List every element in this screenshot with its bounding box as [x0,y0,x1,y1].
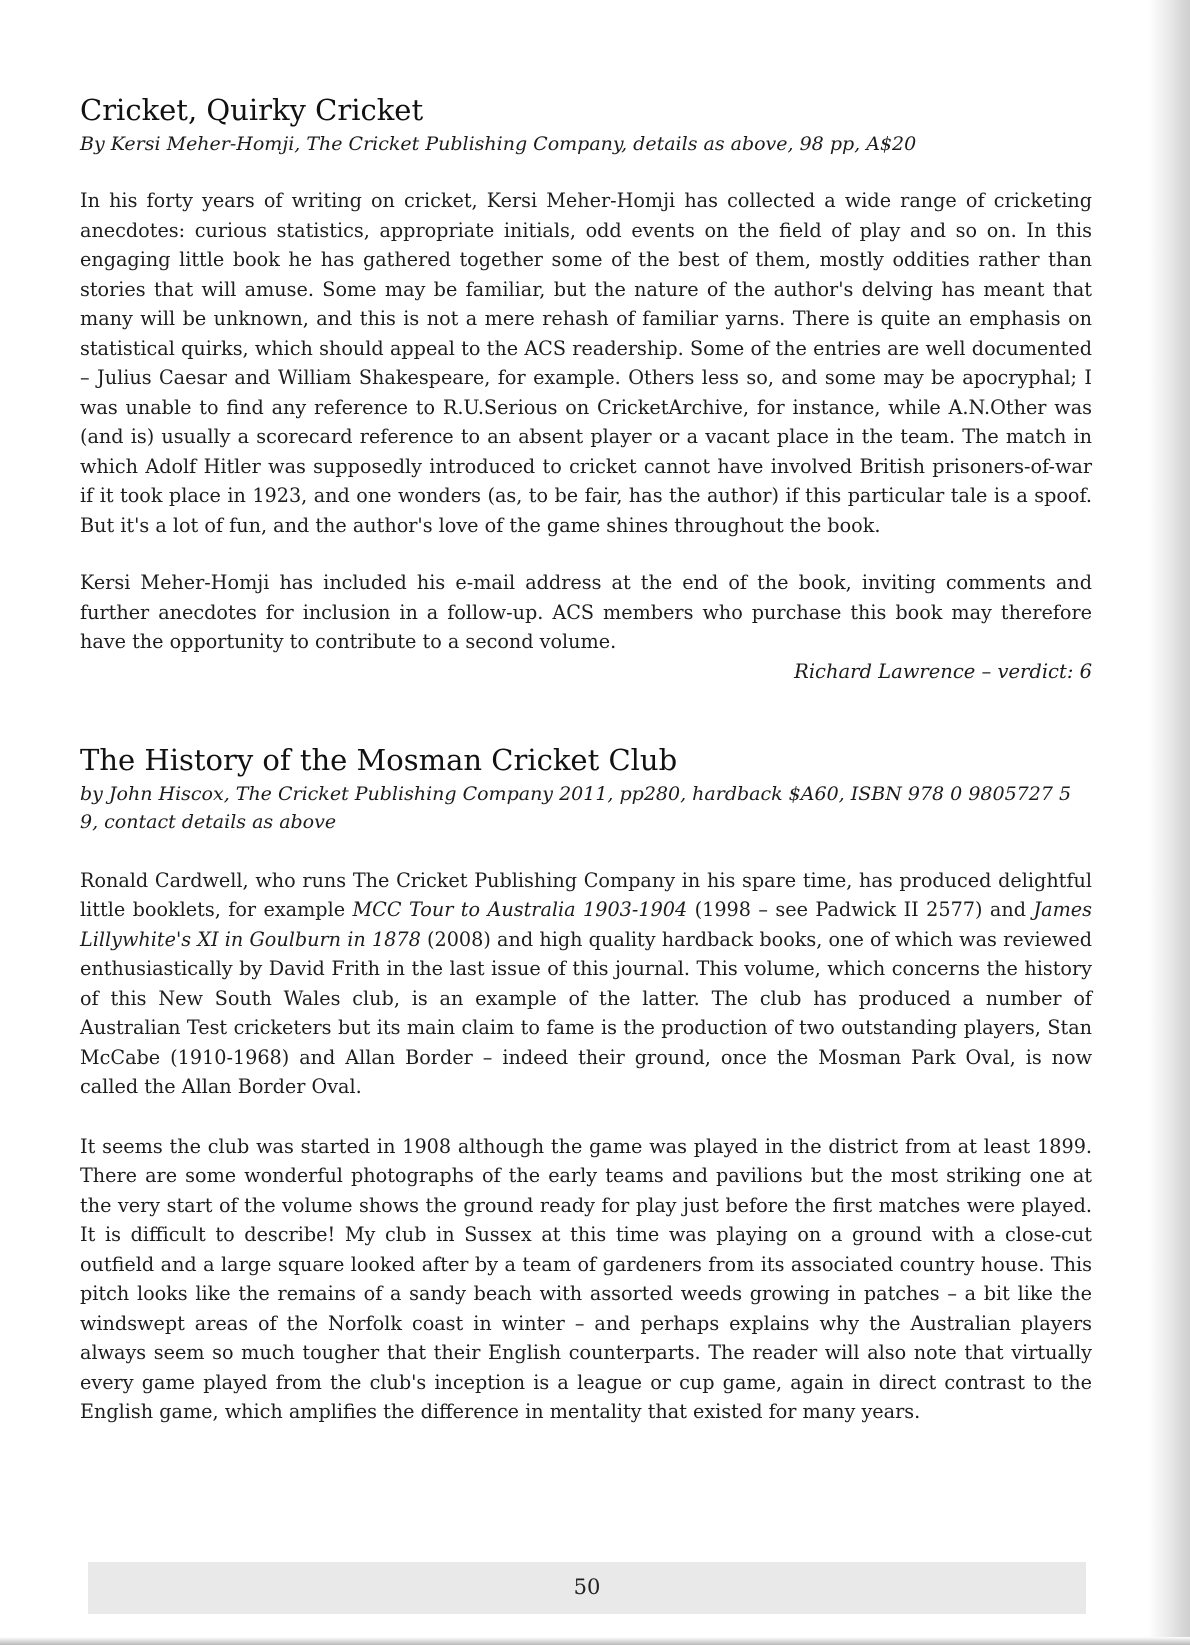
reviewer-signoff: Richard Lawrence – verdict: 6 [794,659,1092,683]
paragraph-text: (1998 – see Padwick II 2577) and [687,898,1034,921]
review-paragraph: It seems the club was started in 1908 although the game was played in the district from at least 1899. There are some wonderful photographs of the early teams and pavilions but the most striking one at the very start of the volume shows the ground ready for play just before the first matches were played. It is difficult to describe! My club in Sussex at this time was playing on a ground with a close-cut outfield and a large square looked after by a team of gardeners from its associated country house. This pitch looks like the remains of a sandy beach with assorted weeds growing in patches – a bit like the windswept areas of the Norfolk coast in winter – and perhaps explains why the Australian players always seem so much tougher that their English counterparts. The reader will also note that virtually every game played from the club's inception is a league or cup game, again in direct contrast to the English game, which amplifies the difference in mentality that existed for many years. [80,1134,1092,1423]
review-paragraph: Kersi Meher-Homji has included his e-mail address at the end of the book, inviting comments and further anecdotes for inclusion in a follow-up. ACS members who purchase this book may therefore have the opportunity to contribute to a second volume. [80,571,1092,653]
review-byline: by John Hiscox, The Cricket Publishing Company 2011, pp280, hardback $A60, ISBN 978 0 9805727 5 9, contact details as above [80,782,1072,833]
page-edge-shadow [1148,0,1190,1645]
page-content [80,92,1092,1427]
paragraph-text: Ronald Cardwell, who runs The Cricket Publishing Company in his spare time, has produced delightful little booklets, for example [80,868,1092,921]
paragraph-text: (2008) and high quality hardback books, one of which was reviewed enthusiastically by David Frith in the last issue of this journal. This volume, which concerns the history of this New South Wales club, is an example of the latter. The club has produced a number of Australian Test cricketers but its main claim to fame is the production of two outstanding players, Stan McCabe (1910-1968) and Allan Border – indeed their ground, once the Mosman Park Oval, is now called the Allan Border Oval. [80,927,1092,1098]
review-cricket-quirky-cricket [80,92,1092,686]
review-title: Cricket, Quirky Cricket [80,93,424,127]
page-number: 50 [573,1575,601,1599]
review-mosman-cricket-club [80,742,1092,1427]
book-title: MCC Tour to Australia 1903-1904 [352,898,688,921]
review-paragraph [80,866,1092,1102]
book-title: James Lillywhite's XI in Goulburn in 1878 [80,898,1092,951]
review-byline: By Kersi Meher-Homji, The Cricket Publishing Company, details as above, 98 pp, A$20 [80,133,917,155]
page-bottom-edge [0,1637,1190,1645]
page-footer [88,1562,1086,1614]
review-paragraph: In his forty years of writing on cricket, Kersi Meher-Homji has collected a wide range of cricketing anecdotes: curious statistics, appropriate initials, odd events on the field of play and so on. In this engaging little book he has gathered together some of the best of them, mostly oddities rather than stories that will amuse. Some may be familiar, but the nature of the author's delving has meant that many will be unknown, and this is not a mere rehash of familiar yarns. There is quite an emphasis on statistical quirks, which should appeal to the ACS readership. Some of the entries are well documented – Julius Caesar and William Shakespeare, for example. Others less so, and some may be apocryphal; I was unable to find any reference to R.U.Serious on CricketArchive, for instance, while A.N.Other was (and is) usually a scorecard reference to an absent player or a vacant place in the team. The match in which Adolf Hitler was supposedly introduced to cricket cannot have involved British prisoners-of-war if it took place in 1923, and one wonders (as, to be fair, has the author) if this particular tale is a spoof. But it's a lot of fun, and the author's love of the game shines throughout the book. [80,189,1092,537]
review-title: The History of the Mosman Cricket Club [80,742,678,777]
